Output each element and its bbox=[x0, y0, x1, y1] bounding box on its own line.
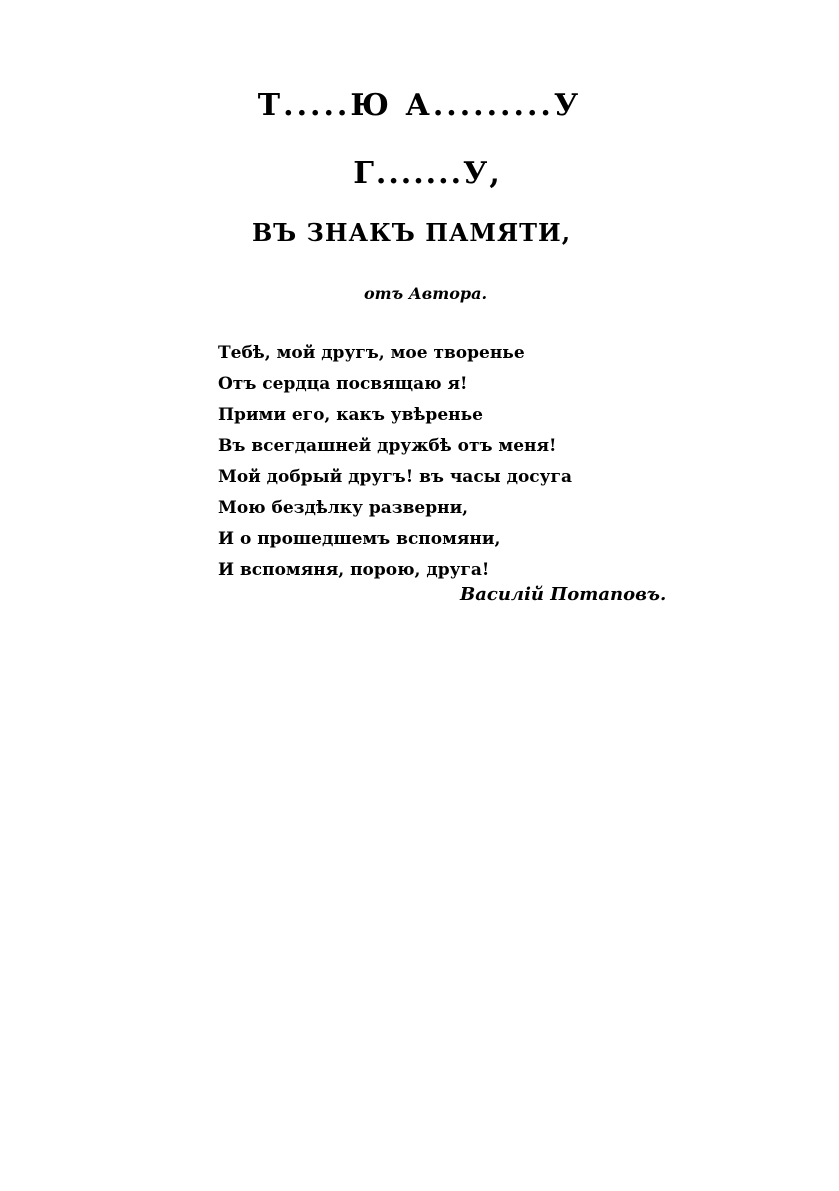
from-author-line: отъ Автора. bbox=[363, 284, 488, 303]
poem-line-5: Мой добрый другъ! въ часы досуга bbox=[218, 467, 572, 487]
recipient-surname: Г.......У, bbox=[353, 156, 502, 191]
dedication-poem bbox=[218, 338, 678, 586]
poem-line-1: Тебѣ, мой другъ, мое творенье bbox=[218, 343, 525, 363]
poem-line-7: И о прошедшемъ вспомяни, bbox=[218, 529, 501, 549]
recipient-initials: Т.....Ю А.........У bbox=[257, 88, 582, 123]
author-signature: Василій Потаповъ. bbox=[460, 584, 667, 605]
poem-line-2: Отъ сердца посвящаю я! bbox=[218, 374, 468, 394]
dedication-occasion: ВЪ ЗНАКЪ ПАМЯТИ, bbox=[251, 218, 572, 247]
poem-line-8: И вспомяня, порою, друга! bbox=[218, 560, 490, 580]
poem-line-4: Въ всегдашней дружбѣ отъ меня! bbox=[218, 436, 557, 456]
poem-line-6: Мою бездѣлку разверни, bbox=[218, 498, 469, 518]
poem-line-3: Прими его, какъ увѣренье bbox=[218, 405, 483, 425]
